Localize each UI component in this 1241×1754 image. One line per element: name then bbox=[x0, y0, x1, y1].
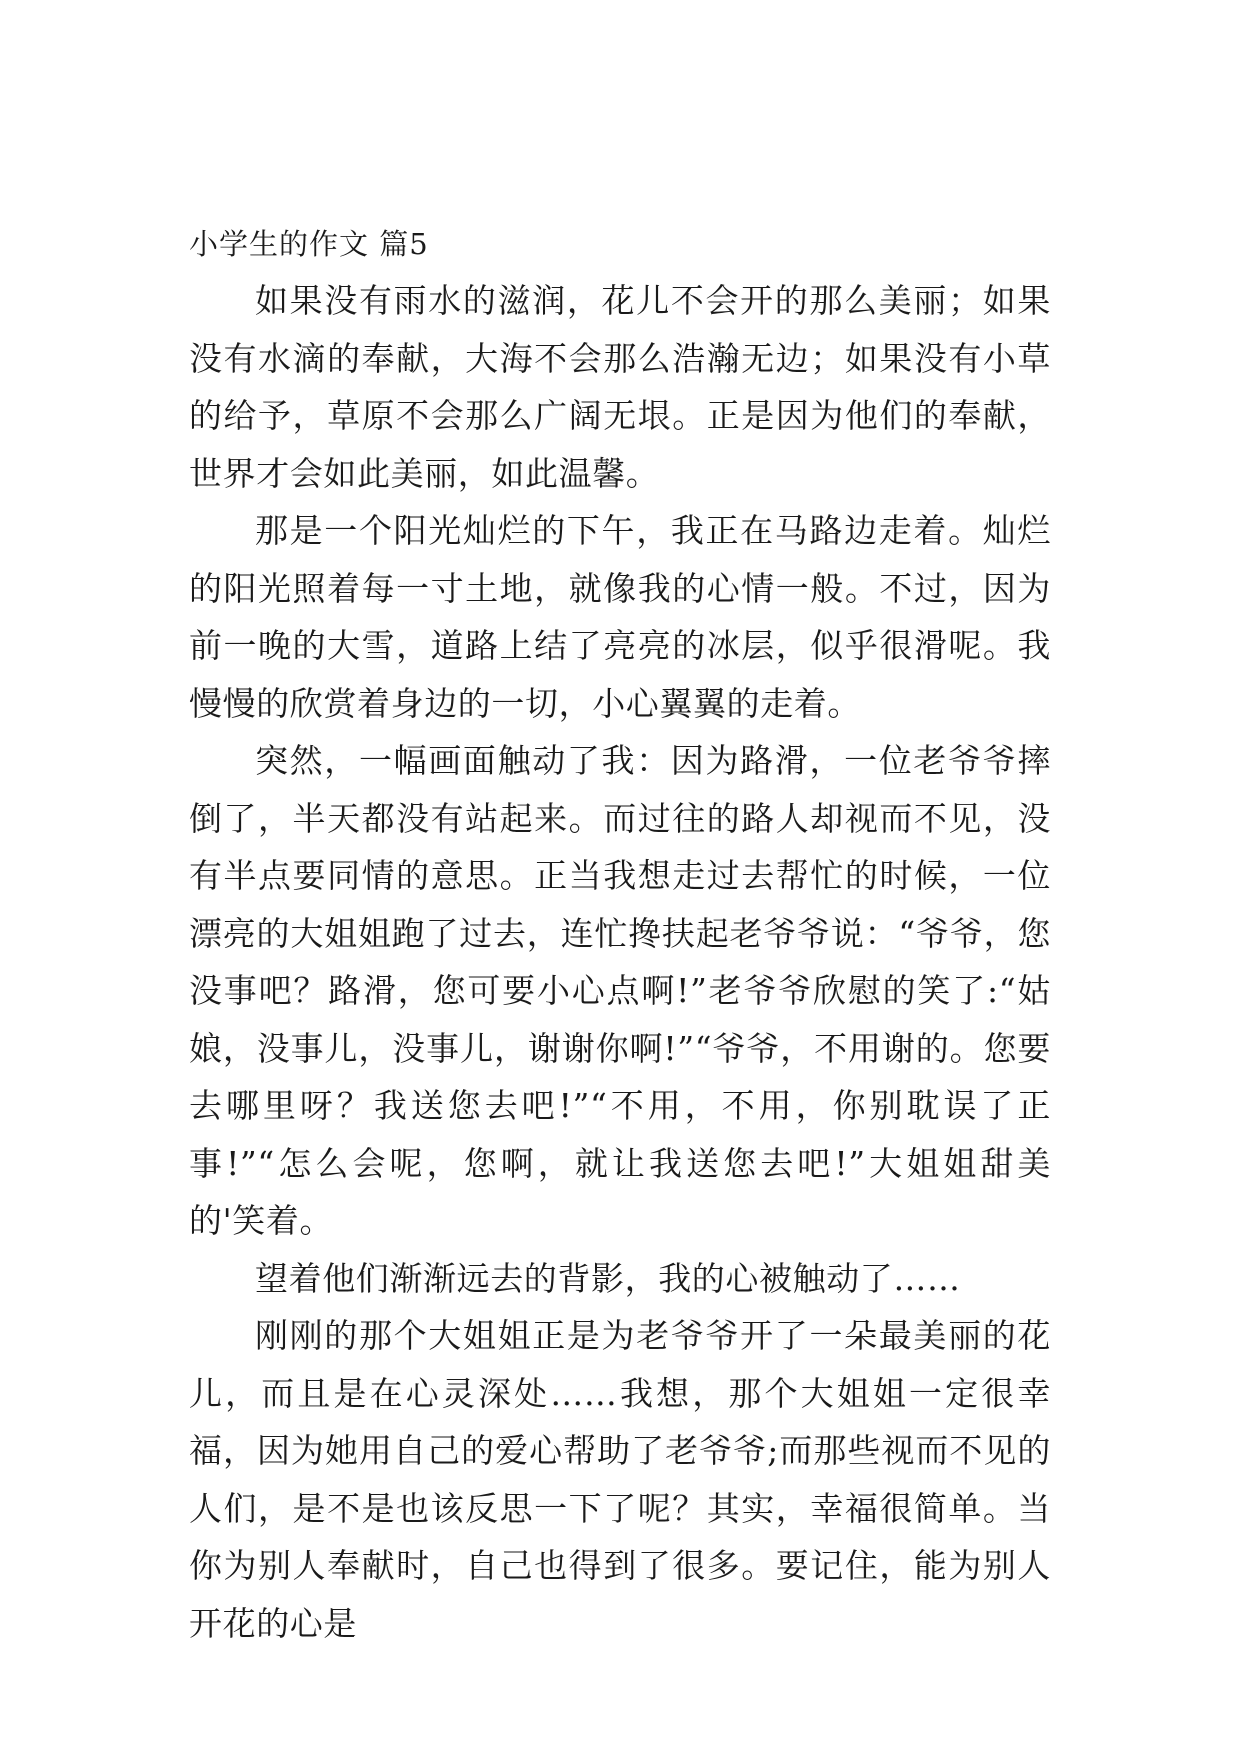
document-page bbox=[189, 216, 1051, 1652]
paragraph-3: 突然，一幅画面触动了我：因为路滑，一位老爷爷摔倒了，半天都没有站起来。而过往的路人却视而不见，没有半点要同情的意思。正当我想走过去帮忙的时候，一位漂亮的大姐姐跑了过去，连忙搀扶起老爷爷说：“爷爷，您没事吧？路滑，您可要小心点啊!”老爷爷欣慰的笑了:“姑娘，没事儿，没事儿，谢谢你啊!”“爷爷，不用谢的。您要去哪里呀？我送您去吧!”“不用，不用，你别耽误了正事!”“怎么会呢，您啊，就让我送您去吧!”大姐姐甜美的'笑着。 bbox=[189, 741, 1051, 1240]
paragraph-5: 刚刚的那个大姐姐正是为老爷爷开了一朵最美丽的花儿，而且是在心灵深处……我想，那个大姐姐一定很幸福，因为她用自己的爱心帮助了老爷爷;而那些视而不见的人们，是不是也该反思一下了呢？其实，幸福很简单。当你为别人奉献时，自己也得到了很多。要记住，能为别人开花的心是 bbox=[189, 1316, 1051, 1643]
paragraph-4: 望着他们渐渐远去的背影，我的心被触动了…… bbox=[255, 1258, 961, 1298]
document-title: 小学生的作文 篇5 bbox=[189, 227, 429, 261]
paragraph-1: 如果没有雨水的滋润，花儿不会开的那么美丽；如果没有水滴的奉献，大海不会那么浩瀚无边；如果没有小草的给予，草原不会那么广阔无垠。正是因为他们的奉献，世界才会如此美丽，如此温馨。 bbox=[189, 281, 1051, 493]
paragraph-2: 那是一个阳光灿烂的下午，我正在马路边走着。灿烂的阳光照着每一寸土地，就像我的心情一般。不过，因为前一晚的大雪，道路上结了亮亮的冰层，似乎很滑呢。我慢慢的欣赏着身边的一切，小心翼翼的走着。 bbox=[189, 511, 1051, 723]
